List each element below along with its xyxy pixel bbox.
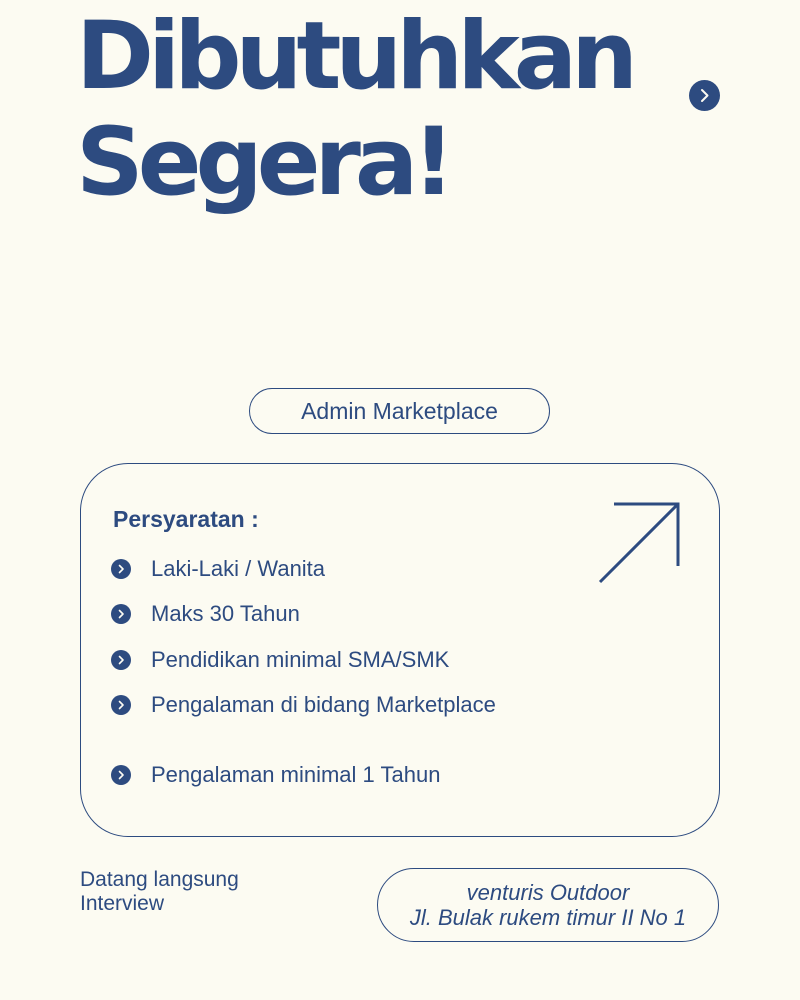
requirement-text: Pengalaman minimal 1 Tahun: [151, 762, 441, 787]
requirement-text: Maks 30 Tahun: [151, 601, 300, 626]
arrow-up-right-icon: [596, 498, 686, 593]
headline: [76, 4, 632, 216]
headline-line-2: Segera!: [76, 108, 450, 217]
chevron-right-icon: [111, 765, 131, 785]
walk-in-note: [80, 868, 239, 916]
chevron-right-icon: [111, 604, 131, 624]
requirement-text: Pengalaman di bidang Marketplace: [151, 692, 496, 717]
walk-in-line-2: Interview: [80, 892, 165, 915]
requirement-item: [111, 647, 449, 673]
address-badge: [377, 868, 719, 942]
requirement-item: [111, 692, 496, 718]
company-name: venturis Outdoor: [466, 880, 630, 905]
walk-in-line-1: Datang langsung: [80, 868, 239, 891]
requirement-item: [111, 556, 325, 582]
requirements-title: Persyaratan :: [113, 506, 259, 532]
requirement-text: Laki-Laki / Wanita: [151, 556, 326, 581]
headline-line-1: Dibutuhkan: [76, 2, 633, 111]
requirement-item: [111, 762, 440, 788]
chevron-right-icon: [111, 559, 131, 579]
chevron-right-icon: [111, 695, 131, 715]
chevron-right-icon: [689, 80, 720, 111]
requirement-item: [111, 601, 300, 627]
chevron-right-icon: [111, 650, 131, 670]
position-badge: [249, 388, 550, 434]
requirements-card: [80, 463, 720, 837]
street-address: Jl. Bulak rukem timur II No 1: [409, 905, 687, 930]
requirement-text: Pendidikan minimal SMA/SMK: [151, 647, 450, 672]
position-label: Admin Marketplace: [301, 397, 498, 424]
